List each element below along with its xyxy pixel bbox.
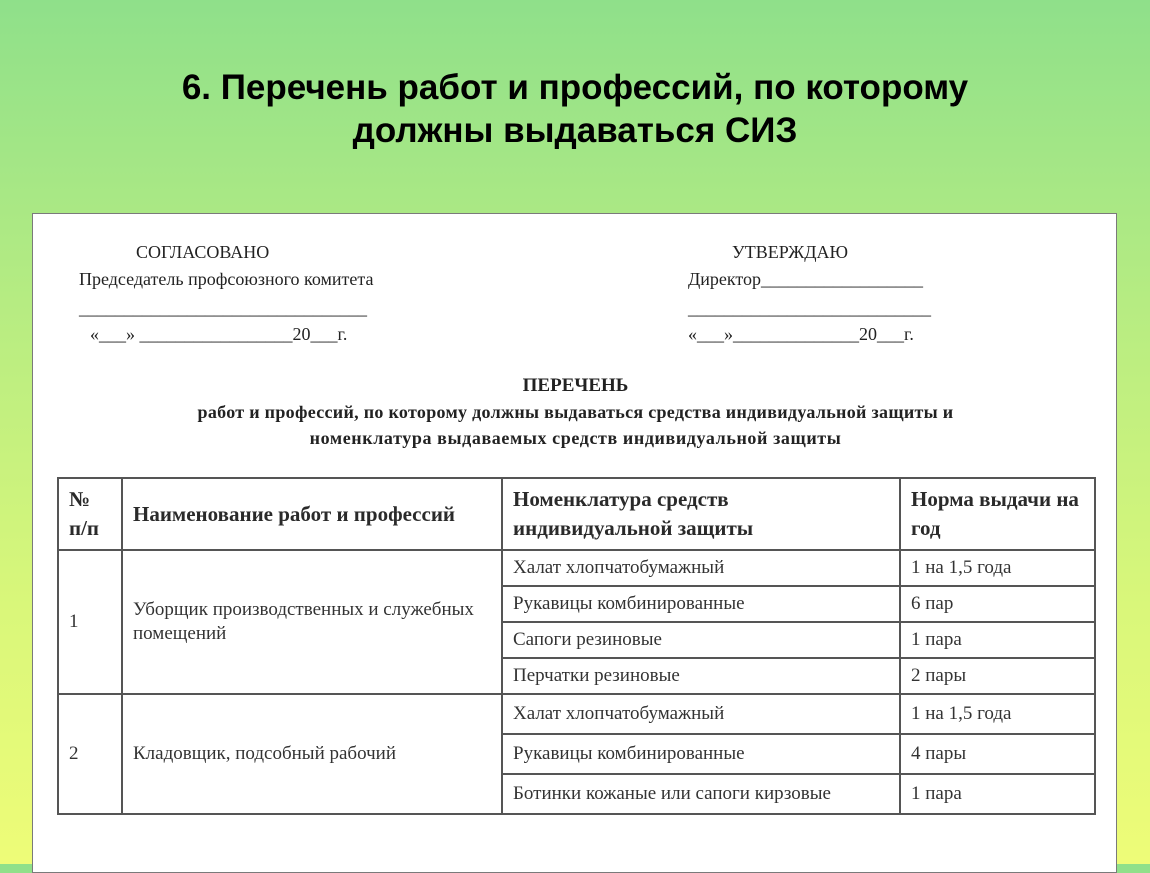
row-work: Кладовщик, подсобный рабочий [122, 694, 502, 814]
slide-title-line-1: 6. Перечень работ и профессий, по которому [181, 68, 969, 107]
row-ppe: Рукавицы комбинированные [502, 734, 900, 774]
row-norm: 1 на 1,5 года [900, 694, 1095, 734]
document-subtitle-line-2: номенклатура выдаваемых средств индивидуальной защиты [309, 428, 842, 448]
approval-right-signature-line: ___________________________ [688, 298, 931, 318]
approval-block-left [79, 240, 479, 350]
row-work: Уборщик производственных и служебных помещений [122, 550, 502, 694]
header-norm: Норма выдачи на год [900, 478, 1095, 550]
row-ppe: Рукавицы комбинированные [502, 586, 900, 622]
header-work: Наименование работ и профессий [122, 478, 502, 550]
row-ppe: Халат хлопчатобумажный [502, 550, 900, 586]
approval-left-date-line: «___» _________________20___г. [90, 324, 348, 344]
row-norm: 1 пара [900, 622, 1095, 658]
approval-left-heading: СОГЛАСОВАНО [136, 242, 270, 262]
table-header-row [58, 478, 1095, 550]
ppe-table [57, 477, 1096, 815]
slide-title [0, 66, 1150, 152]
document-title: ПЕРЕЧЕНЬ [522, 375, 629, 396]
row-ppe: Сапоги резиновые [502, 622, 900, 658]
row-norm: 1 на 1,5 года [900, 550, 1095, 586]
document-sheet [32, 213, 1117, 873]
row-num: 2 [58, 694, 122, 814]
row-ppe: Халат хлопчатобумажный [502, 694, 900, 734]
document-subtitle-line-1: работ и профессий, по которому должны выдаваться средства индивидуальной защиты и [197, 402, 954, 422]
approval-right-date-line: «___»______________20___г. [688, 324, 914, 344]
approval-block-right [688, 240, 1088, 350]
table-row [58, 694, 1095, 734]
approval-left-position: Председатель профсоюзного комитета [79, 269, 374, 289]
header-num: № п/п [58, 478, 122, 550]
approval-left-signature-line: ________________________________ [79, 298, 367, 318]
row-norm: 2 пары [900, 658, 1095, 694]
approval-right-position: Директор__________________ [688, 269, 924, 289]
slide-title-line-2: должны выдаваться СИЗ [352, 111, 798, 150]
approval-right-heading: УТВЕРЖДАЮ [732, 242, 849, 262]
row-norm: 4 пары [900, 734, 1095, 774]
table-row [58, 550, 1095, 586]
row-ppe: Перчатки резиновые [502, 658, 900, 694]
row-ppe: Ботинки кожаные или сапоги кирзовые [502, 774, 900, 814]
row-norm: 1 пара [900, 774, 1095, 814]
header-ppe: Номенклатура средств индивидуальной защиты [502, 478, 900, 550]
row-num: 1 [58, 550, 122, 694]
row-norm: 6 пар [900, 586, 1095, 622]
